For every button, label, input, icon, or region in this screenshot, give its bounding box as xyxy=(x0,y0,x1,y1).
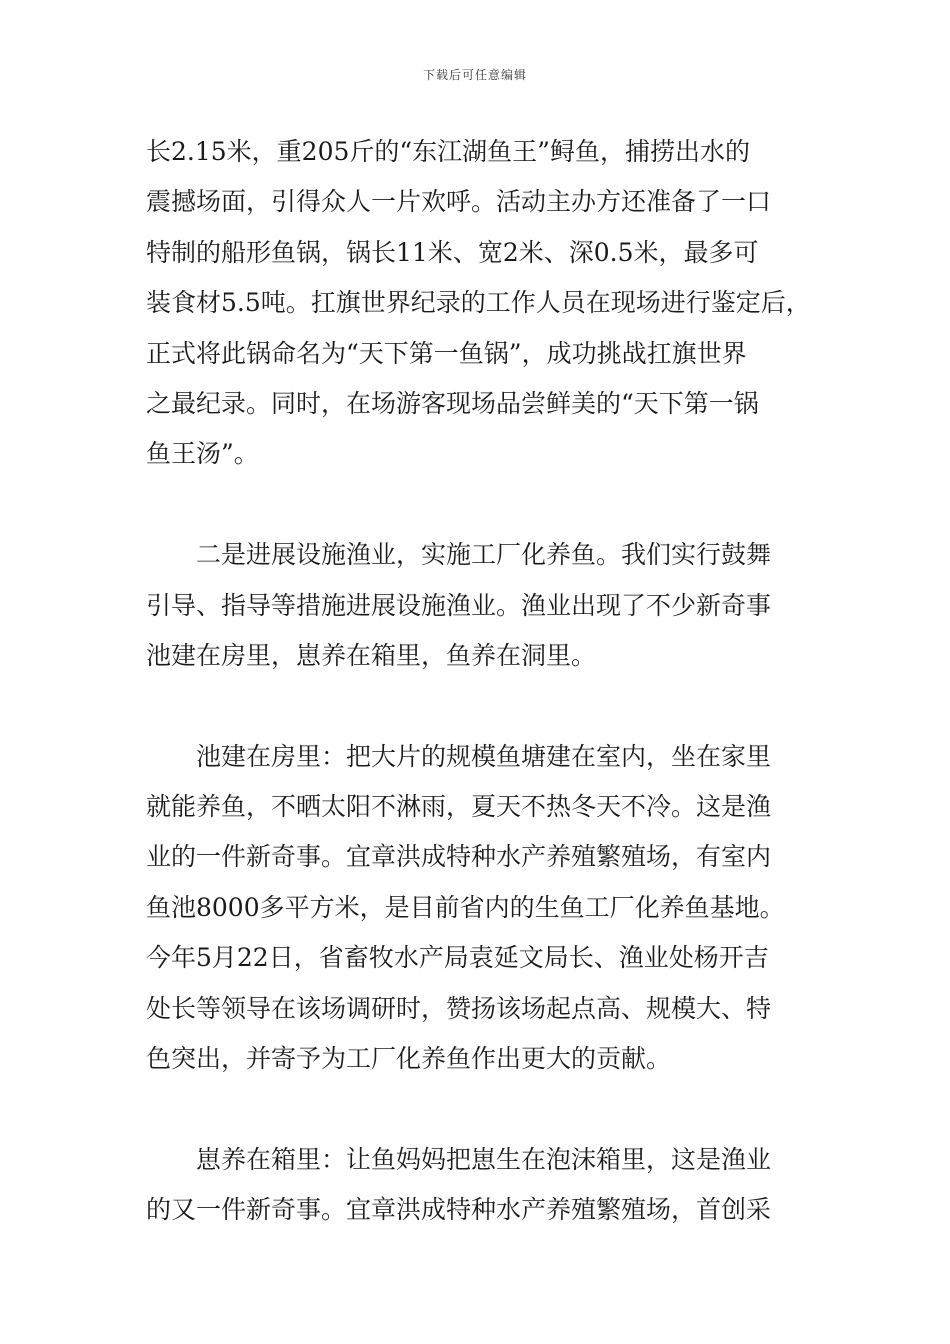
document-body xyxy=(146,127,826,1236)
paragraph-4 xyxy=(146,1135,826,1236)
text-line: 二是进展设施渔业，实施工厂化养鱼。我们实行鼓舞 xyxy=(196,540,772,570)
text-line: 鱼王汤”。 xyxy=(146,439,259,469)
text-line: 长2.15米，重205斤的“东江湖鱼王”鲟鱼，捕捞出水的 xyxy=(146,137,750,166)
text-line: 特制的船形鱼锅，锅长11米、宽2米、深0.5米，最多可 xyxy=(146,237,759,267)
text-line: 崽养在箱里：让鱼妈妈把崽生在泡沫箱里，这是渔业 xyxy=(196,1144,772,1174)
paragraph-spacer xyxy=(146,1084,826,1134)
text-line: 处长等领导在该场调研时，赞扬该场起点高、规模大、特 xyxy=(146,993,772,1023)
text-line: 就能养鱼，不晒太阳不淋雨，夏天不热冬天不冷。这是渔 xyxy=(146,792,772,822)
paragraph-spacer xyxy=(146,681,826,731)
text-line: 池建在房里，崽养在箱里，鱼养在洞里。 xyxy=(146,640,597,670)
paragraph-1 xyxy=(146,127,826,480)
text-line: 正式将此锅命名为“天下第一鱼锅”，成功挑战扛旗世界 xyxy=(146,338,747,368)
text-line: 鱼池8000多平方米，是目前省内的生鱼工厂化养鱼基地。 xyxy=(146,892,785,922)
paragraph-spacer xyxy=(146,480,826,530)
text-line: 震撼场面，引得众人一片欢呼。活动主办方还准备了一口 xyxy=(146,187,772,217)
text-line: 业的一件新奇事。宜章洪成特种水产养殖繁殖场，有室内 xyxy=(146,842,772,872)
text-line: 池建在房里：把大片的规模鱼塘建在室内，坐在家里 xyxy=(196,741,772,771)
text-line: 装食材5.5吨。扛旗世界纪录的工作人员在现场进行鉴定后， xyxy=(146,288,811,318)
text-line: 今年5月22日，省畜牧水产局袁延文局长、渔业处杨开吉 xyxy=(146,943,769,973)
page-header: 下载后可任意编辑 xyxy=(422,68,527,82)
text-line: 引导、指导等措施进展设施渔业。渔业出现了不少新奇事 xyxy=(146,590,772,620)
text-line: 色突出，并寄予为工厂化养鱼作出更大的贡献。 xyxy=(146,1044,672,1074)
paragraph-2 xyxy=(146,530,826,681)
text-line: 的又一件新奇事。宜章洪成特种水产养殖繁殖场，首创采 xyxy=(146,1195,772,1225)
paragraph-3 xyxy=(146,732,826,1085)
text-line: 之最纪录。同时，在场游客现场品尝鲜美的“天下第一锅 xyxy=(146,388,759,418)
